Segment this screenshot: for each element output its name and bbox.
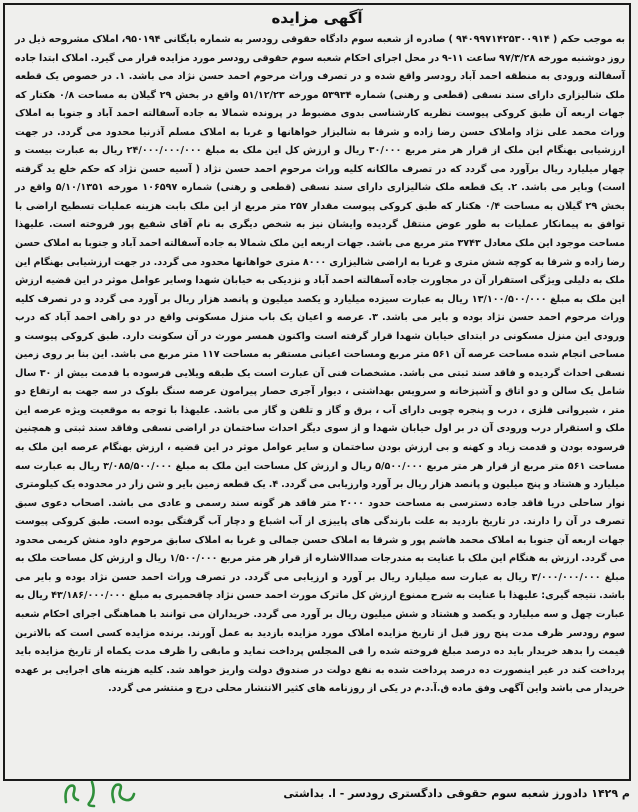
notice-signature: م ۱۴۲۹ دادورز شعبه سوم حقوقی دادگستری رودسر - ا. بداشتی (283, 787, 630, 800)
notice-border (3, 3, 631, 781)
notice-title: آگهی مزایده (271, 9, 363, 27)
notice-paragraph: به موجب حکم ( ۹۴۰۹۹۷۱۴۲۵۳۰۰۹۱۴ ) صادره از شعبه سوم دادگاه حقوقی رودسر به شماره بایگانی ۹۵۰۱۹۴، املاک مشروحه ذیل در روز دوشنبه مورخه ۹۷/۳/۲۸ ساعت ۱۱-۹ در محل اجرای احکام شعبه سوم حقوقی رودسر مورد مزایده قرار می گیرد. املاک ابتدا جاده آسفالته ورودی به منطقه احمد آباد رودسر واقع شده و در تصرف وراث مرحوم احمد حسن نژاد می باشد. ۱. در خصوص یک قطعه ملک شالیزاری دارای سند نسقی (قطعی و رهنی) شماره ۵۳۹۳۴ مورخه ۵۱/۱۲/۲۳ واقع در بخش ۲۹ گیلان به مساحت ۰/۸ هکتار که جهات اربعه آن طبق کروکی پیوست نظریه کارشناسی بدوی مضبوط در پرونده شمالا به جاده آسفالته احمد آباد و جنوبا به املاک وراث محمد علی نژاد واملاک حسن رضا زاده و شرقا به شالیزار خواهانها و غربا به املاک مسلم آذرنیا محدود می گردد. در جهت ارزشیابی بهنگام این ملک از قرار هر متر مربع ۳۰/۰۰۰ ریال و ارزش کل این ملک به مبلغ ۲۴/۰۰۰/۰۰۰/۰۰۰ ریال به عبارت بیست و چهار میلیارد ریال برآورد می گردد که در تصرف مالکانه کلیه وراث مرحوم احمد حسن نژاد ( آسیه حسن نژاد که حکم خلع ید گرفته است) وبایر می باشد. ۲. یک قطعه ملک شالیزاری دارای سند نسقی (قطعی و رهنی) شماره ۱۰۶۵۹۷ مورخه ۵/۱۰/۱۳۵۱ واقع در بخش ۲۹ گیلان به مساحت ۰/۴ هکتار که طبق کروکی پیوست مقدار ۲۵۷ متر مربع از این ملک بابت هزینه عملیات تسطیح اراضی با توافق به پیمانکار عملیات به طور عوض منتقل گردیده وایشان نیز به شخص دیگری به نام آقای شفیع پور فروخته است. علیهذا مساحت موجود این ملک معادل ۳۷۴۳ متر مربع می باشد. جهات اربعه این ملک شمالا به جاده آسفالته احمد آباد و جنوبا به املاک حسن رضا زاده و شرقا به کوچه شش متری و غربا به اراضی شالیزاری ۸۰۰۰ متری خواهانها محدود می گردد. در جهت ارزشیابی بهنگام این ملک به دلیلی ویژگی استقرار آن در مجاورت جاده آسفالته احمد آباد و نزدیکی به خیابان شهدا وسایر عوامل موثر در این قضیه ارزش این ملک به مبلغ ۱۳/۱۰۰/۵۰۰/۰۰۰ ریال به عبارت سیزده میلیارد و یکصد میلیون و پانصد هزار ریال بر آورد می گردد و در تصرف کلیه وراث مرحوم احمد حسن نژاد بوده و بایر می باشد. ۳. عرصه و اعیان یک باب منزل مسکونی واقع در دو راهی احمد آباد که درب ورودی این منزل مسکونی در ابتدای خیابان شهدا قرار گرفته است واکنون همسر مورث در آن سکونت دارد. طبق کروکی پیوست و مساحی انجام شده مساحت عرصه آن ۵۶۱ متر مربع ومساحت اعیانی مستقر به مساحت ۱۱۷ متر مربع می باشد. این بنا بر روی زمین نسقی احداث گردیده و فاقد سند ثبتی می باشد. مشخصات فنی آن عبارت است یک طبقه ویلایی فرسوده با قدمت بیش از ۳۰ سال شامل یک سالن و دو اتاق و آشپزخانه و سرویس بهداشتی ، دیوار آجری حصار پیرامون عرصه سنگ بلوک در سه جهت به ارتفاع دو متر ، شیروانی فلزی ، درب و پنجره چوبی دارای آب ، برق و گاز و تلفن و گاز می باشد. علیهذا با توجه به موقعیت ویژه عرصه این ملک و استقرار درب ورودی آن در بر اول خیابان شهدا و از سوی دیگر احداث ساختمان در اراضی نسقی وفاقد سند ثبتی و همچنین فرسوده بودن و قدمت زیاد و کهنه و بی ارزش بودن ساختمان و سایر عوامل موثر در این قضیه ، ارزش بهنگام عرصه این ملک به مساحت ۵۶۱ متر مربع از قرار هر متر مربع ۵/۵۰۰/۰۰۰ ریال و ارزش کل مساحت این ملک به مبلغ ۳/۰۸۵/۵۰۰/۰۰۰ ریال به عبارت سه میلیارد و هشتاد و پنج میلیون و پانصد هزار ریال بر آورد وارزیابی می گردد. ۴. یک قطعه زمین بایر و شن زار در محدوده یک کیلومتری نوار ساحلی دریا فاقد جاده دسترسی به مساحت حدود ۲۰۰۰ متر فاقد هر گونه سند رسمی و عادی می باشد. اصحاب دعوی سبق تصرف در آن را دارند. در تاریخ بازدید به علت بارندگی های پاییزی از آب اشباع و دچار آب گرفتگی بوده است. طبق کروکی پیوست جهات اربعه آن جنوبا به املاک محمد هاشم پور و شرقا به املاک حسن جمالی و غربا به املاک سابق مرحوم داود منش کریمی محدود می گردد. ارزش به هنگام این ملک با عنایت به مندرجات صداالاشاره از قرار هر متر مربع ۱/۵۰۰/۰۰۰ ریال و ارزش کل مساحت ملک به مبلغ ۳/۰۰۰/۰۰۰/۰۰۰ ریال به عبارت سه میلیارد ریال بر آورد و ارزیابی می گردد. در تصرف وراث احمد حسن نژاد بوده و بایر می باشد. نتیجه گیری: علیهذا با عنایت به شرح ممنوع ارزش کل ماترک مورث احمد حسن نژاد چاقحمیری به مبلغ ۴۳/۱۸۶/۰۰۰/۰۰۰ ریال به عبارت چهل و سه میلیارد و یکصد و هشتاد و شش میلیون ریال بر آورد می گردد. خریداران می توانند با هماهنگی اجرای احکام شعبه سوم رودسر ظرف مدت پنج روز قبل از تاریخ مزایده املاک مورد مزایده بازدید به عمل آورند. برنده مزایده کسی است که بالاترین قیمت را بدهد خریدار باید ده درصد مبلغ فروخته شده را فی المجلس پرداخت نماید و مابقی را ظرف مدت یکماه از تاریخ مزایده باید پرداخت کند در غیر اینصورت ده درصد پرداخت شده به نفع دولت در صندوق دولت واریز خواهد شد. کلیه هزینه های اجرایی بر عهده خریدار می باشد واین آگهی وفق ماده ق.آ.د.م در یکی از روزنامه های کثیر الانتشار محلی درج و منتشر می گردد. (15, 34, 626, 695)
handwritten-number-mark (56, 776, 146, 810)
notice-body (15, 31, 625, 699)
